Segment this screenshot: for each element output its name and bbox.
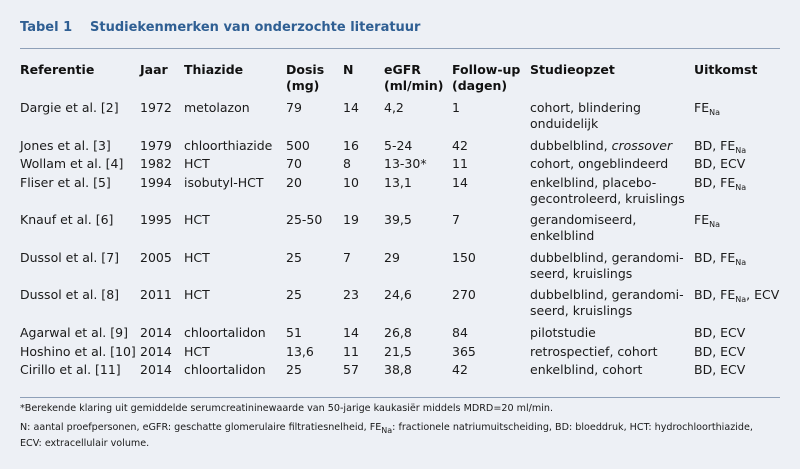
header-referentie: Referentie (20, 62, 95, 77)
table-number: Tabel 1 (20, 20, 73, 35)
cell-uitkomst: BD, $FE_{Na}$ (694, 250, 747, 267)
cell-dosis: 51 (286, 325, 302, 340)
cell-follow-up: 150 (452, 250, 476, 265)
cell-thiazide: HCT (184, 287, 210, 302)
cell-jaar: 2014 (140, 344, 172, 359)
cell-uitkomst: BD, $FE_{Na}$ (694, 175, 747, 192)
cell-follow-up: 11 (452, 156, 468, 171)
cell-uitkomst: $FE_{Na}$ (694, 212, 720, 229)
cell-thiazide: metolazon (184, 100, 250, 115)
cell-referentie: Agarwal et al. [9] (20, 325, 128, 340)
cell-dosis: 25 (286, 287, 302, 302)
cell-referentie: Dussol et al. [7] (20, 250, 120, 265)
cell-referentie: Wollam et al. [4] (20, 156, 124, 171)
cell-thiazide: HCT (184, 212, 210, 227)
cell-dosis: 70 (286, 156, 302, 171)
cell-dosis: 79 (286, 100, 302, 115)
cell-thiazide: HCT (184, 344, 210, 359)
cell-follow-up: 1 (452, 100, 460, 115)
cell-follow-up: 84 (452, 325, 468, 340)
cell-egfr: 4,2 (384, 100, 404, 115)
cell-referentie: Dussol et al. [8] (20, 287, 120, 302)
cell-jaar: 2005 (140, 250, 172, 265)
header-n: N (343, 62, 354, 77)
cell-egfr: 13-30* (384, 156, 427, 171)
cell-referentie: Knauf et al. [6] (20, 212, 114, 227)
cell-egfr: 29 (384, 250, 400, 265)
cell-uitkomst: BD, $FE_{Na}$, ECV (694, 287, 780, 304)
cell-n: 11 (343, 344, 359, 359)
cell-egfr: 38,8 (384, 362, 412, 377)
cell-jaar: 2014 (140, 325, 172, 340)
cell-thiazide: chloortalidon (184, 325, 266, 340)
cell-jaar: 2011 (140, 287, 172, 302)
cell-studieopzet: enkelblind, placebo- gecontroleerd, kruislings (530, 175, 685, 206)
header-thiazide: Thiazide (184, 62, 244, 77)
cell-uitkomst: BD, ECV (694, 344, 746, 359)
cell-thiazide: chloorthiazide (184, 138, 273, 153)
cell-follow-up: 270 (452, 287, 476, 302)
cell-thiazide: HCT (184, 156, 210, 171)
header-egfr: eGFR (ml/min) (384, 62, 444, 93)
cell-studieopzet: dubbelblind, gerandomi- seerd, kruislings (530, 287, 684, 318)
cell-referentie: Hoshino et al. [10] (20, 344, 136, 359)
cell-egfr: 21,5 (384, 344, 412, 359)
cell-uitkomst: $FE_{Na}$ (694, 100, 720, 117)
cell-studieopzet: retrospectief, cohort (530, 344, 658, 359)
cell-thiazide: isobutyl-HCT (184, 175, 264, 190)
cell-n: 8 (343, 156, 351, 171)
cell-jaar: 1979 (140, 138, 172, 153)
table-title (20, 20, 420, 35)
cell-jaar: 1995 (140, 212, 172, 227)
cell-jaar: 1994 (140, 175, 172, 190)
cell-studieopzet: dubbelblind, crossover (530, 138, 673, 153)
table-caption: Studiekenmerken van onderzochte literatuur (90, 20, 421, 35)
header-jaar: Jaar (140, 62, 168, 77)
cell-n: 14 (343, 100, 359, 115)
cell-referentie: Jones et al. [3] (20, 138, 111, 153)
cell-n: 23 (343, 287, 359, 302)
cell-follow-up: 365 (452, 344, 476, 359)
cell-follow-up: 42 (452, 138, 468, 153)
cell-follow-up: 14 (452, 175, 468, 190)
header-dosis: Dosis (mg) (286, 62, 325, 93)
cell-jaar: 1982 (140, 156, 172, 171)
cell-studieopzet: enkelblind, cohort (530, 362, 643, 377)
cell-uitkomst: BD, $FE_{Na}$ (694, 138, 747, 155)
cell-n: 7 (343, 250, 351, 265)
cell-egfr: 24,6 (384, 287, 412, 302)
cell-thiazide: chloortalidon (184, 362, 266, 377)
footnote-1: *Berekende klaring uit gemiddelde serumcreatininewaarde van 50-jarige kaukasiër middels MDRD=20 ml/min. (20, 403, 554, 414)
footer-rule (20, 397, 780, 398)
cell-n: 14 (343, 325, 359, 340)
cell-dosis: 20 (286, 175, 302, 190)
cell-studieopzet: gerandomiseerd, enkelblind (530, 212, 637, 243)
cell-thiazide: HCT (184, 250, 210, 265)
cell-n: 16 (343, 138, 359, 153)
cell-dosis: 500 (286, 138, 310, 153)
cell-egfr: 26,8 (384, 325, 412, 340)
cell-dosis: 13,6 (286, 344, 314, 359)
header-studieopzet: Studieopzet (530, 62, 615, 77)
footnote-3: ECV: extracellulair volume. (20, 438, 150, 449)
cell-studieopzet: dubbelblind, gerandomi- seerd, kruislings (530, 250, 684, 281)
cell-studieopzet: cohort, blindering onduidelijk (530, 100, 641, 131)
cell-jaar: 2014 (140, 362, 172, 377)
cell-egfr: 5-24 (384, 138, 413, 153)
cell-jaar: 1972 (140, 100, 172, 115)
cell-n: 19 (343, 212, 359, 227)
cell-dosis: 25 (286, 250, 302, 265)
cell-dosis: 25 (286, 362, 302, 377)
cell-uitkomst: BD, ECV (694, 156, 746, 171)
cell-uitkomst: BD, ECV (694, 362, 746, 377)
header-follow-up: Follow-up (dagen) (452, 62, 521, 93)
footnote-2: N: aantal proefpersonen, eGFR: geschatte glomerulaire filtratiesnelheid, $FE_{Na}$: fractionele natriumuitscheiding, BD: bloeddruk, HCT: hydrochloorthiazide, (20, 422, 753, 435)
cell-studieopzet: pilotstudie (530, 325, 596, 340)
cell-uitkomst: BD, ECV (694, 325, 746, 340)
cell-dosis: 25-50 (286, 212, 323, 227)
cell-n: 57 (343, 362, 359, 377)
cell-referentie: Dargie et al. [2] (20, 100, 119, 115)
top-rule (20, 48, 780, 49)
cell-egfr: 13,1 (384, 175, 412, 190)
cell-referentie: Cirillo et al. [11] (20, 362, 121, 377)
cell-egfr: 39,5 (384, 212, 412, 227)
cell-n: 10 (343, 175, 359, 190)
cell-follow-up: 42 (452, 362, 468, 377)
cell-referentie: Fliser et al. [5] (20, 175, 111, 190)
cell-follow-up: 7 (452, 212, 460, 227)
cell-studieopzet: cohort, ongeblindeerd (530, 156, 669, 171)
header-uitkomst: Uitkomst (694, 62, 758, 77)
